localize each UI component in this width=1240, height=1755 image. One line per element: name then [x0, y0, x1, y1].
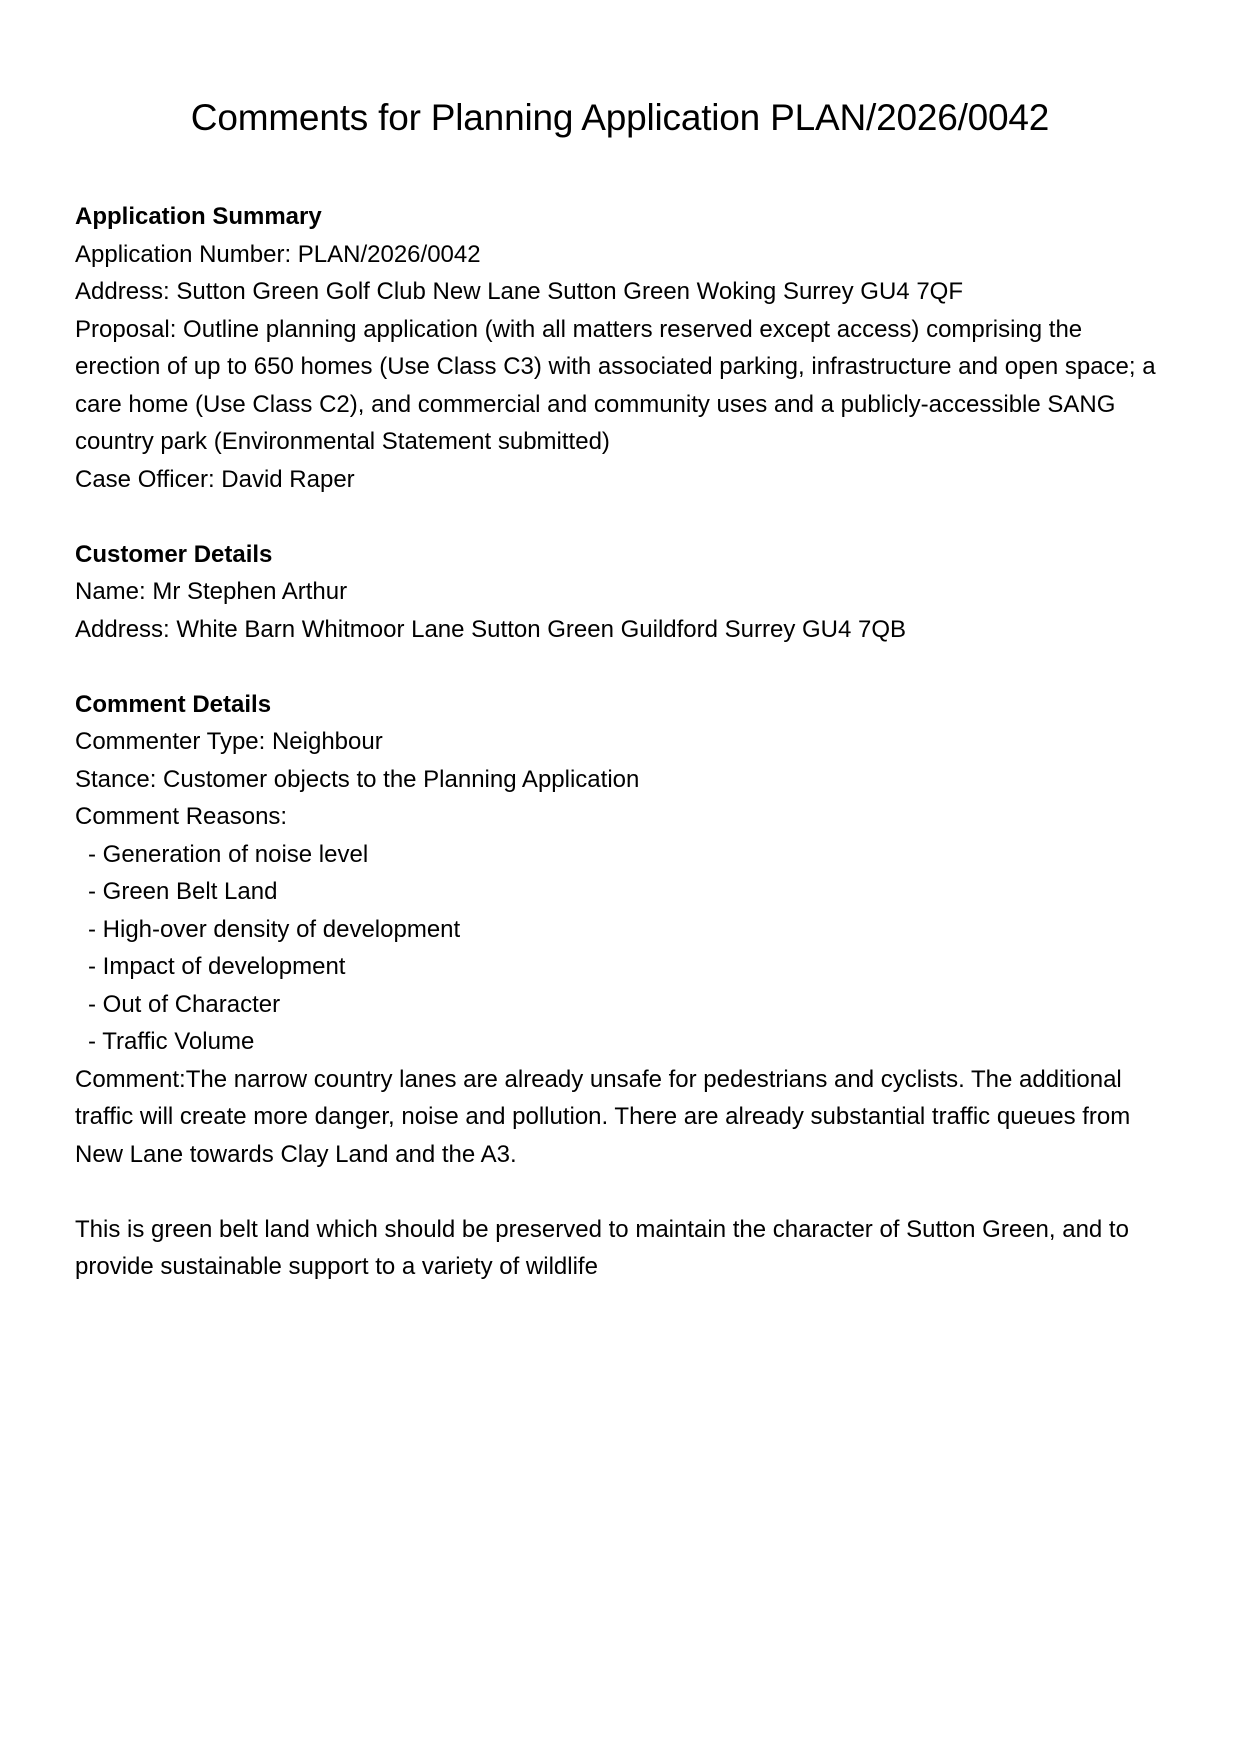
stance: Stance: Customer objects to the Planning Application — [75, 765, 640, 793]
customer-address: Address: White Barn Whitmoor Lane Sutton Green Guildford Surrey GU4 7QB — [75, 615, 907, 643]
list-item: - Impact of development — [88, 953, 346, 980]
comment-details-section — [75, 686, 1165, 1286]
application-address: Address: Sutton Green Golf Club New Lane Sutton Green Woking Surrey GU4 7QF — [75, 278, 963, 305]
comment-details-heading: Comment Details — [75, 690, 272, 718]
list-item: - Green Belt Land — [88, 878, 278, 905]
section-spacer — [75, 648, 1165, 686]
list-item: - High-over density of development — [88, 915, 461, 943]
customer-name: Name: Mr Stephen Arthur — [75, 578, 348, 605]
list-item: - Generation of noise level — [88, 840, 369, 868]
page-title: Comments for Planning Application PLAN/2026/0042 — [190, 97, 1050, 138]
section-spacer — [75, 498, 1165, 536]
application-number: Application Number: PLAN/2026/0042 — [75, 240, 481, 268]
proposal: Proposal: Outline planning application (with all matters reserved except access) comprising the erection of up to 650 homes (Use Class C3) with associated parking, infrastructure and open space; a care home (Use Class C2), and commercial and community uses and a publicly-accessible SANG country park (Environmental Statement submitted) — [75, 315, 1156, 455]
comment-reasons-label: Comment Reasons: — [75, 803, 288, 830]
paragraph-spacer — [75, 1173, 1165, 1211]
case-officer: Case Officer: David Raper — [75, 465, 355, 493]
application-summary-section — [75, 198, 1165, 498]
comment-reasons-list — [75, 836, 1165, 1061]
comment-text-paragraph-2: This is green belt land which should be preserved to maintain the character of Sutton Green, and to provide sustainable support to a variety of wildlife — [75, 1215, 1129, 1280]
commenter-type: Commenter Type: Neighbour — [75, 728, 383, 755]
application-summary-heading: Application Summary — [75, 203, 322, 230]
list-item: - Traffic Volume — [88, 1028, 255, 1055]
comment-text: Comment:The narrow country lanes are already unsafe for pedestrians and cyclists. The additional traffic will create more danger, noise and pollution. There are already substantial traffic queues from New Lane towards Clay Land and the A3. — [75, 1065, 1131, 1168]
customer-details-heading: Customer Details — [75, 540, 273, 568]
customer-details-section — [75, 536, 1165, 649]
document-body — [75, 198, 1165, 1286]
list-item: - Out of Character — [88, 990, 281, 1018]
